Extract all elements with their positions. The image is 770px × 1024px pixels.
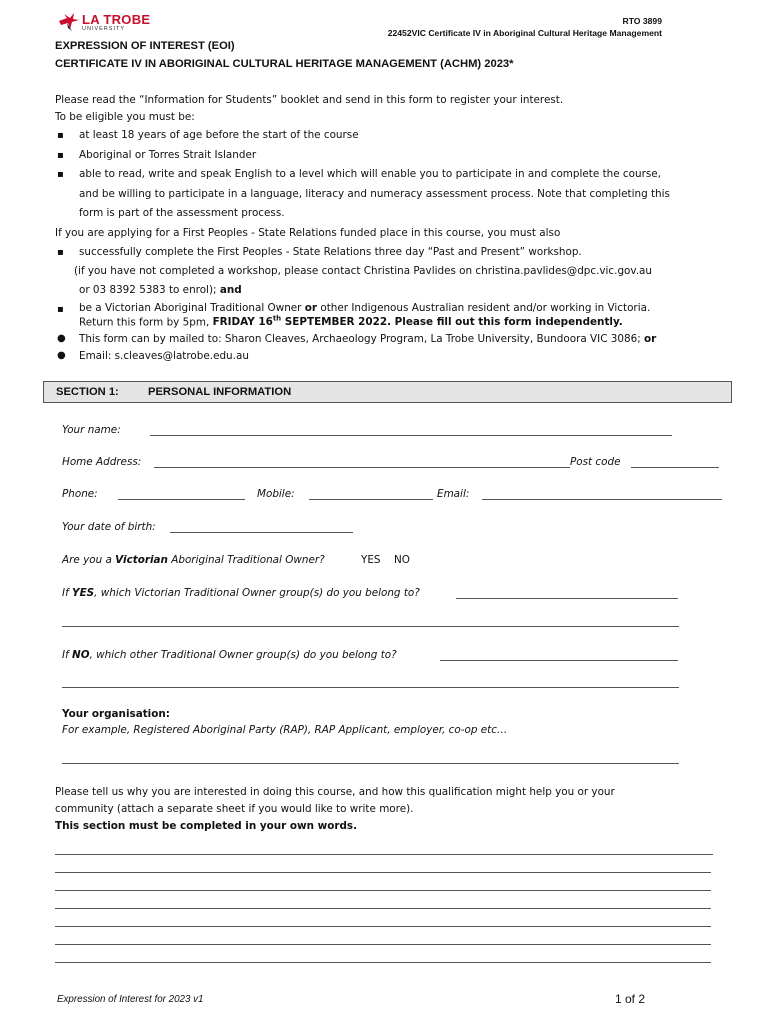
eagle-logo-icon: [58, 12, 80, 32]
phone-text: or 03 8392 5383 to enrol);: [79, 284, 217, 296]
why-answer-line[interactable]: [55, 962, 711, 963]
if-no-b: NO: [72, 649, 90, 661]
organisation-example: For example, Registered Aboriginal Party (RAP), RAP Applicant, employer, co-op etc…: [62, 724, 508, 736]
to-q-b: Victorian: [115, 554, 168, 566]
section-title: PERSONAL INFORMATION: [148, 386, 292, 398]
why-instruction: This section must be completed in your own words.: [55, 820, 358, 832]
logo-subtext: UNIVERSITY: [82, 26, 126, 32]
address-field[interactable]: [154, 467, 570, 468]
traditional-owner-requirement: [79, 302, 650, 314]
form-subtitle: CERTIFICATE IV IN ABORIGINAL CULTURAL HERITAGE MANAGEMENT (ACHM) 2023*: [55, 58, 514, 70]
eligibility-item: able to read, write and speak English to a level which will enable you to participate in and complete the course,: [79, 168, 661, 180]
intro-paragraph: Please read the “Information for Students” booklet and send in this form to register your interest.: [55, 94, 564, 106]
workshop-requirement: successfully complete the First Peoples - State Relations three day “Past and Present” workshop.: [79, 246, 582, 258]
eligibility-heading: To be eligible you must be:: [55, 111, 195, 123]
why-answer-line[interactable]: [55, 854, 713, 855]
postcode-label: Post code: [570, 456, 621, 468]
bullet-marker: ▪: [57, 247, 64, 258]
why-answer-line[interactable]: [55, 908, 711, 909]
email-field[interactable]: [482, 499, 722, 500]
email-address: Email: s.cleaves@latrobe.edu.au: [79, 350, 249, 362]
rto-number: RTO 3899: [622, 16, 662, 26]
if-yes-field[interactable]: [456, 598, 678, 599]
eligibility-item-cont: and be willing to participate in a language, literacy and numeracy assessment process. Note that completing this: [79, 188, 670, 200]
if-no-field[interactable]: [440, 660, 678, 661]
if-no-field-line2[interactable]: [62, 687, 679, 688]
if-yes-field-line2[interactable]: [62, 626, 679, 627]
course-code: 22452VIC Certificate IV in Aboriginal Cultural Heritage Management: [387, 28, 662, 38]
phone-label: Phone:: [62, 488, 98, 500]
if-yes-c: , which Victorian Traditional Owner group(s) do you belong to?: [94, 587, 420, 599]
page-number: 1 of 2: [615, 992, 646, 1006]
workshop-contact-cont: [79, 284, 242, 296]
address-label: Home Address:: [62, 456, 142, 468]
name-label: Your name:: [62, 424, 121, 436]
mail-text: This form can by mailed to: Sharon Cleaves, Archaeology Program, La Trobe University, Bundoora VIC 3086;: [79, 333, 641, 345]
organisation-label: Your organisation:: [62, 708, 170, 720]
logo-text: LA TROBE: [82, 12, 151, 27]
no-option[interactable]: NO: [394, 554, 410, 566]
if-no-a: If: [62, 649, 69, 661]
footer-version: Expression of Interest for 2023 v1: [57, 994, 204, 1005]
b5-text-c: other Indigenous Australian resident and/or working in Victoria.: [320, 302, 651, 314]
return-text: Return this form by 5pm,: [79, 316, 210, 329]
eligibility-item: at least 18 years of age before the start of the course: [79, 129, 359, 141]
name-field[interactable]: [150, 435, 672, 436]
mobile-label: Mobile:: [257, 488, 295, 500]
bullet-dot: ●: [57, 333, 66, 344]
if-no-c: , which other Traditional Owner group(s) do you belong to?: [89, 649, 397, 661]
deadline-day: FRIDAY 16: [212, 316, 273, 329]
eligibility-item-cont: form is part of the assessment process.: [79, 207, 285, 219]
organisation-field[interactable]: [62, 763, 679, 764]
yes-option[interactable]: YES: [361, 554, 381, 566]
bullet-dot: ●: [57, 350, 66, 361]
bullet-marker: ▪: [57, 150, 64, 161]
why-question-cont: community (attach a separate sheet if you would like to write more).: [55, 803, 414, 815]
b5-text-or: or: [304, 302, 318, 314]
if-yes-question: [62, 587, 420, 599]
mailing-address: [79, 333, 656, 345]
mobile-field[interactable]: [309, 499, 433, 500]
postcode-field[interactable]: [631, 467, 719, 468]
eligibility-item: Aboriginal or Torres Strait Islander: [79, 149, 257, 161]
workshop-contact: (if you have not completed a workshop, please contact Christina Pavlides on christina.pavlides@dpc.vic.gov.au: [74, 265, 652, 277]
section-number: SECTION 1:: [56, 386, 119, 398]
b5-text-a: be a Victorian Aboriginal Traditional Owner: [79, 302, 302, 314]
mail-or: or: [644, 333, 657, 345]
if-yes-b: YES: [72, 587, 95, 599]
bullet-marker: ▪: [57, 304, 64, 315]
if-yes-a: If: [62, 587, 69, 599]
funded-place-paragraph: If you are applying for a First Peoples - State Relations funded place in this course, you must also: [55, 227, 561, 239]
deadline-date: [213, 316, 623, 328]
to-q-c: Aboriginal Traditional Owner?: [171, 554, 325, 566]
traditional-owner-question: [62, 554, 325, 566]
why-answer-line[interactable]: [55, 944, 711, 945]
section-1-header: [43, 381, 732, 403]
why-answer-line[interactable]: [55, 872, 711, 873]
and-text: and: [219, 284, 242, 296]
dob-field[interactable]: [170, 532, 353, 533]
dob-label: Your date of birth:: [62, 521, 156, 533]
bullet-marker: ▪: [57, 130, 64, 141]
return-deadline: [79, 315, 623, 328]
why-question: Please tell us why you are interested in doing this course, and how this qualification might help you or your: [55, 786, 615, 798]
why-answer-line[interactable]: [55, 926, 711, 927]
deadline-suffix: th: [272, 315, 282, 323]
la-trobe-logo: [58, 12, 151, 34]
form-title: EXPRESSION OF INTEREST (EOI): [55, 40, 235, 52]
bullet-marker: ▪: [57, 169, 64, 180]
to-q-a: Are you a: [62, 554, 112, 566]
why-answer-line[interactable]: [55, 890, 711, 891]
if-no-question: [62, 649, 397, 661]
email-label: Email:: [437, 488, 470, 500]
deadline-rest: SEPTEMBER 2022. Please fill out this form independently.: [284, 316, 623, 329]
phone-field[interactable]: [118, 499, 245, 500]
